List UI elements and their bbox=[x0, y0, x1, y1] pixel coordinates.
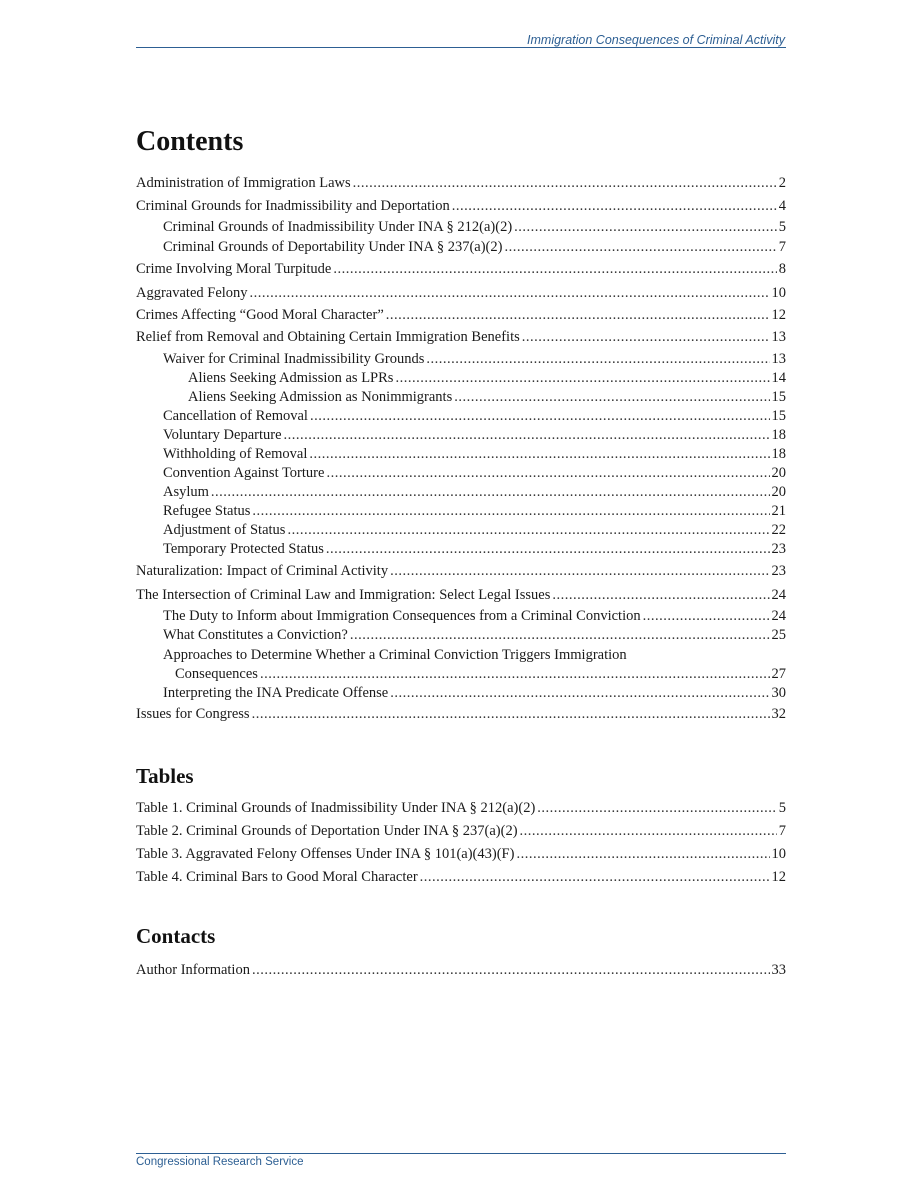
toc-entry[interactable]: Voluntary Departure ..... 18 bbox=[163, 426, 786, 445]
toc-entry[interactable]: Withholding of Removal ..... 18 bbox=[163, 445, 786, 464]
toc-entry[interactable]: Criminal Grounds of Inadmissibility Under INA § 212(a)(2) ..... 5 bbox=[163, 218, 786, 237]
table-entry[interactable]: Table 4. Criminal Bars to Good Moral Character ..... 12 bbox=[136, 868, 786, 887]
table-entry[interactable]: Table 1. Criminal Grounds of Inadmissibility Under INA § 212(a)(2) ..... 5 bbox=[136, 799, 786, 818]
toc-entry[interactable]: What Constitutes a Conviction? ..... 25 bbox=[163, 626, 786, 645]
toc-entry[interactable]: Cancellation of Removal ..... 15 bbox=[163, 407, 786, 426]
toc-entry[interactable]: Crime Involving Moral Turpitude ..... 8 bbox=[136, 260, 786, 279]
toc-entry[interactable]: Issues for Congress ..... 32 bbox=[136, 705, 786, 724]
toc-entry[interactable]: Asylum ..... 20 bbox=[163, 483, 786, 502]
toc-entry[interactable]: Interpreting the INA Predicate Offense ..... 30 bbox=[163, 684, 786, 703]
toc-entry[interactable]: Temporary Protected Status ..... 23 bbox=[163, 540, 786, 559]
toc-entry[interactable]: Criminal Grounds of Deportability Under INA § 237(a)(2) ..... 7 bbox=[163, 238, 786, 257]
contents-heading: Contents bbox=[136, 126, 244, 157]
toc-entry[interactable]: Aliens Seeking Admission as Nonimmigrants ..... 15 bbox=[188, 388, 786, 407]
toc-entry[interactable]: Naturalization: Impact of Criminal Activity ..... 23 bbox=[136, 562, 786, 581]
contact-entry[interactable]: Author Information ..... 33 bbox=[136, 961, 786, 980]
table-entry[interactable]: Table 3. Aggravated Felony Offenses Under INA § 101(a)(43)(F) ..... 10 bbox=[136, 845, 786, 864]
toc-entry[interactable]: Criminal Grounds for Inadmissibility and Deportation ..... 4 bbox=[136, 197, 786, 216]
toc-entry[interactable]: Relief from Removal and Obtaining Certain Immigration Benefits ..... 13 bbox=[136, 328, 786, 347]
toc-entry-line1[interactable]: Approaches to Determine Whether a Criminal Conviction Triggers Immigration bbox=[163, 647, 627, 663]
toc-entry[interactable]: The Duty to Inform about Immigration Consequences from a Criminal Conviction ..... 24 bbox=[163, 607, 786, 626]
footer-rule bbox=[136, 1153, 786, 1154]
toc-entry[interactable]: The Intersection of Criminal Law and Immigration: Select Legal Issues ..... 24 bbox=[136, 586, 786, 605]
toc-entry[interactable]: Crimes Affecting “Good Moral Character” ..... 12 bbox=[136, 306, 786, 325]
toc-entry[interactable]: Aliens Seeking Admission as LPRs ..... 14 bbox=[188, 369, 786, 388]
tables-heading: Tables bbox=[136, 764, 194, 788]
table-entry[interactable]: Table 2. Criminal Grounds of Deportation Under INA § 237(a)(2) ..... 7 bbox=[136, 822, 786, 841]
toc-entry[interactable]: Refugee Status ..... 21 bbox=[163, 502, 786, 521]
running-footer: Congressional Research Service bbox=[136, 1156, 304, 1168]
toc-entry[interactable]: Administration of Immigration Laws ..... 2 bbox=[136, 174, 786, 193]
contacts-heading: Contacts bbox=[136, 924, 216, 948]
running-header: Immigration Consequences of Criminal Activity bbox=[527, 33, 785, 47]
toc-entry[interactable]: Waiver for Criminal Inadmissibility Grounds ..... 13 bbox=[163, 350, 786, 369]
toc-entry[interactable]: Consequences ..... 27 bbox=[175, 665, 786, 684]
toc-entry[interactable]: Aggravated Felony ..... 10 bbox=[136, 284, 786, 303]
toc-entry[interactable]: Convention Against Torture ..... 20 bbox=[163, 464, 786, 483]
header-rule bbox=[136, 47, 786, 48]
toc-entry[interactable]: Adjustment of Status ..... 22 bbox=[163, 521, 786, 540]
